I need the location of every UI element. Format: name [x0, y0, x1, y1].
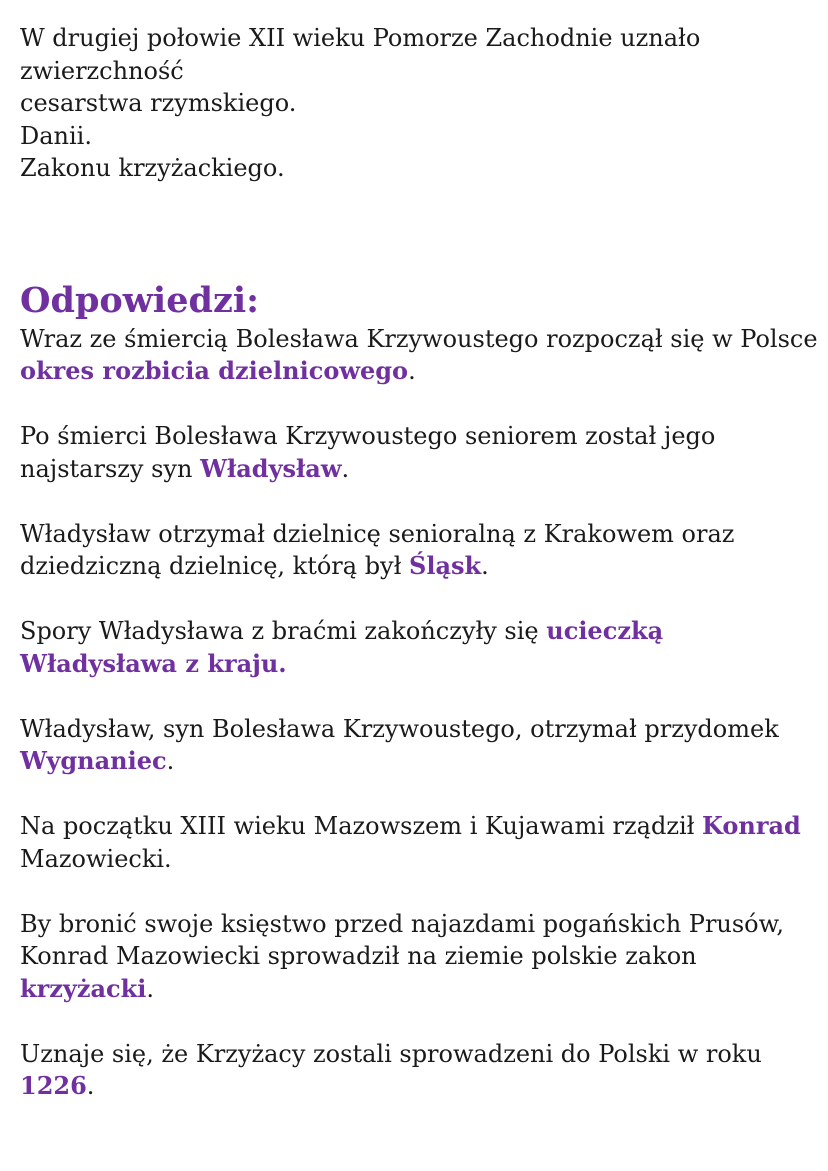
answer-text-end: . [166, 747, 175, 775]
answer-highlight: Władysław [200, 453, 342, 483]
answer-item [20, 323, 820, 388]
answer-text: Uznaje się, że Krzyżacy zostali sprowadzeni do Polski w roku [20, 1039, 762, 1068]
answer-highlight: Śląsk [409, 551, 482, 580]
answer-text: Władysław otrzymał dzielnicę senioralną z Krakowem oraz dziedziczną dzielnicę, którą był [20, 519, 735, 580]
answer-text: Władysław, syn Bolesława Krzywoustego, otrzymał przydomek [20, 714, 779, 743]
answer-highlight: okres rozbicia dzielnicowego [20, 356, 409, 385]
answer-text-end: Mazowiecki. [20, 844, 172, 873]
answer-highlight: krzyżacki [20, 973, 147, 1003]
answer-highlight: 1226 [20, 1071, 87, 1100]
answer-item [20, 713, 820, 778]
answer-item [20, 810, 820, 875]
answer-text: Na początku XIII wieku Mazowszem i Kujawami rządził [20, 812, 703, 840]
question-block [20, 0, 820, 185]
answer-highlight: Konrad [702, 811, 801, 840]
answer-text-end: . [341, 454, 350, 483]
answer-item [20, 420, 820, 485]
answer-text: Po śmierci Bolesława Krzywoustego seniorem został jego najstarszy syn [20, 422, 716, 483]
question-stem-line-2: zwierzchność [20, 56, 184, 85]
question-stem-line-1: W drugiej połowie XII wieku Pomorze Zachodnie uznało [20, 24, 701, 52]
answer-text-end: . [146, 974, 155, 1003]
answer-text: By bronić swoje księstwo przed najazdami pogańskich Prusów, Konrad Mazowiecki sprowadził na ziemie polskie zakon [20, 909, 784, 970]
question-option-2: Danii. [20, 121, 92, 150]
answers-list [20, 323, 820, 1103]
answer-text-end: . [481, 552, 489, 580]
answer-text-end: . [408, 357, 416, 385]
answers-heading: Odpowiedzi: [20, 279, 260, 321]
answer-item [20, 518, 820, 583]
question-option-1: cesarstwa rzymskiego. [20, 89, 297, 117]
document-page [20, 0, 820, 1135]
answer-text: Wraz ze śmiercią Bolesława Krzywoustego rozpoczął się w Polsce [20, 324, 818, 353]
answer-highlight: Wygnaniec [20, 746, 167, 775]
answer-text: Spory Władysława z braćmi zakończyły się [20, 617, 547, 645]
answer-text-end: . [86, 1072, 95, 1100]
answer-highlight: ucieczką Władysława z kraju. [20, 616, 664, 678]
answer-item [20, 908, 820, 1006]
question-option-3: Zakonu krzyżackiego. [20, 154, 285, 182]
answer-item [20, 615, 820, 680]
answer-item [20, 1038, 820, 1103]
